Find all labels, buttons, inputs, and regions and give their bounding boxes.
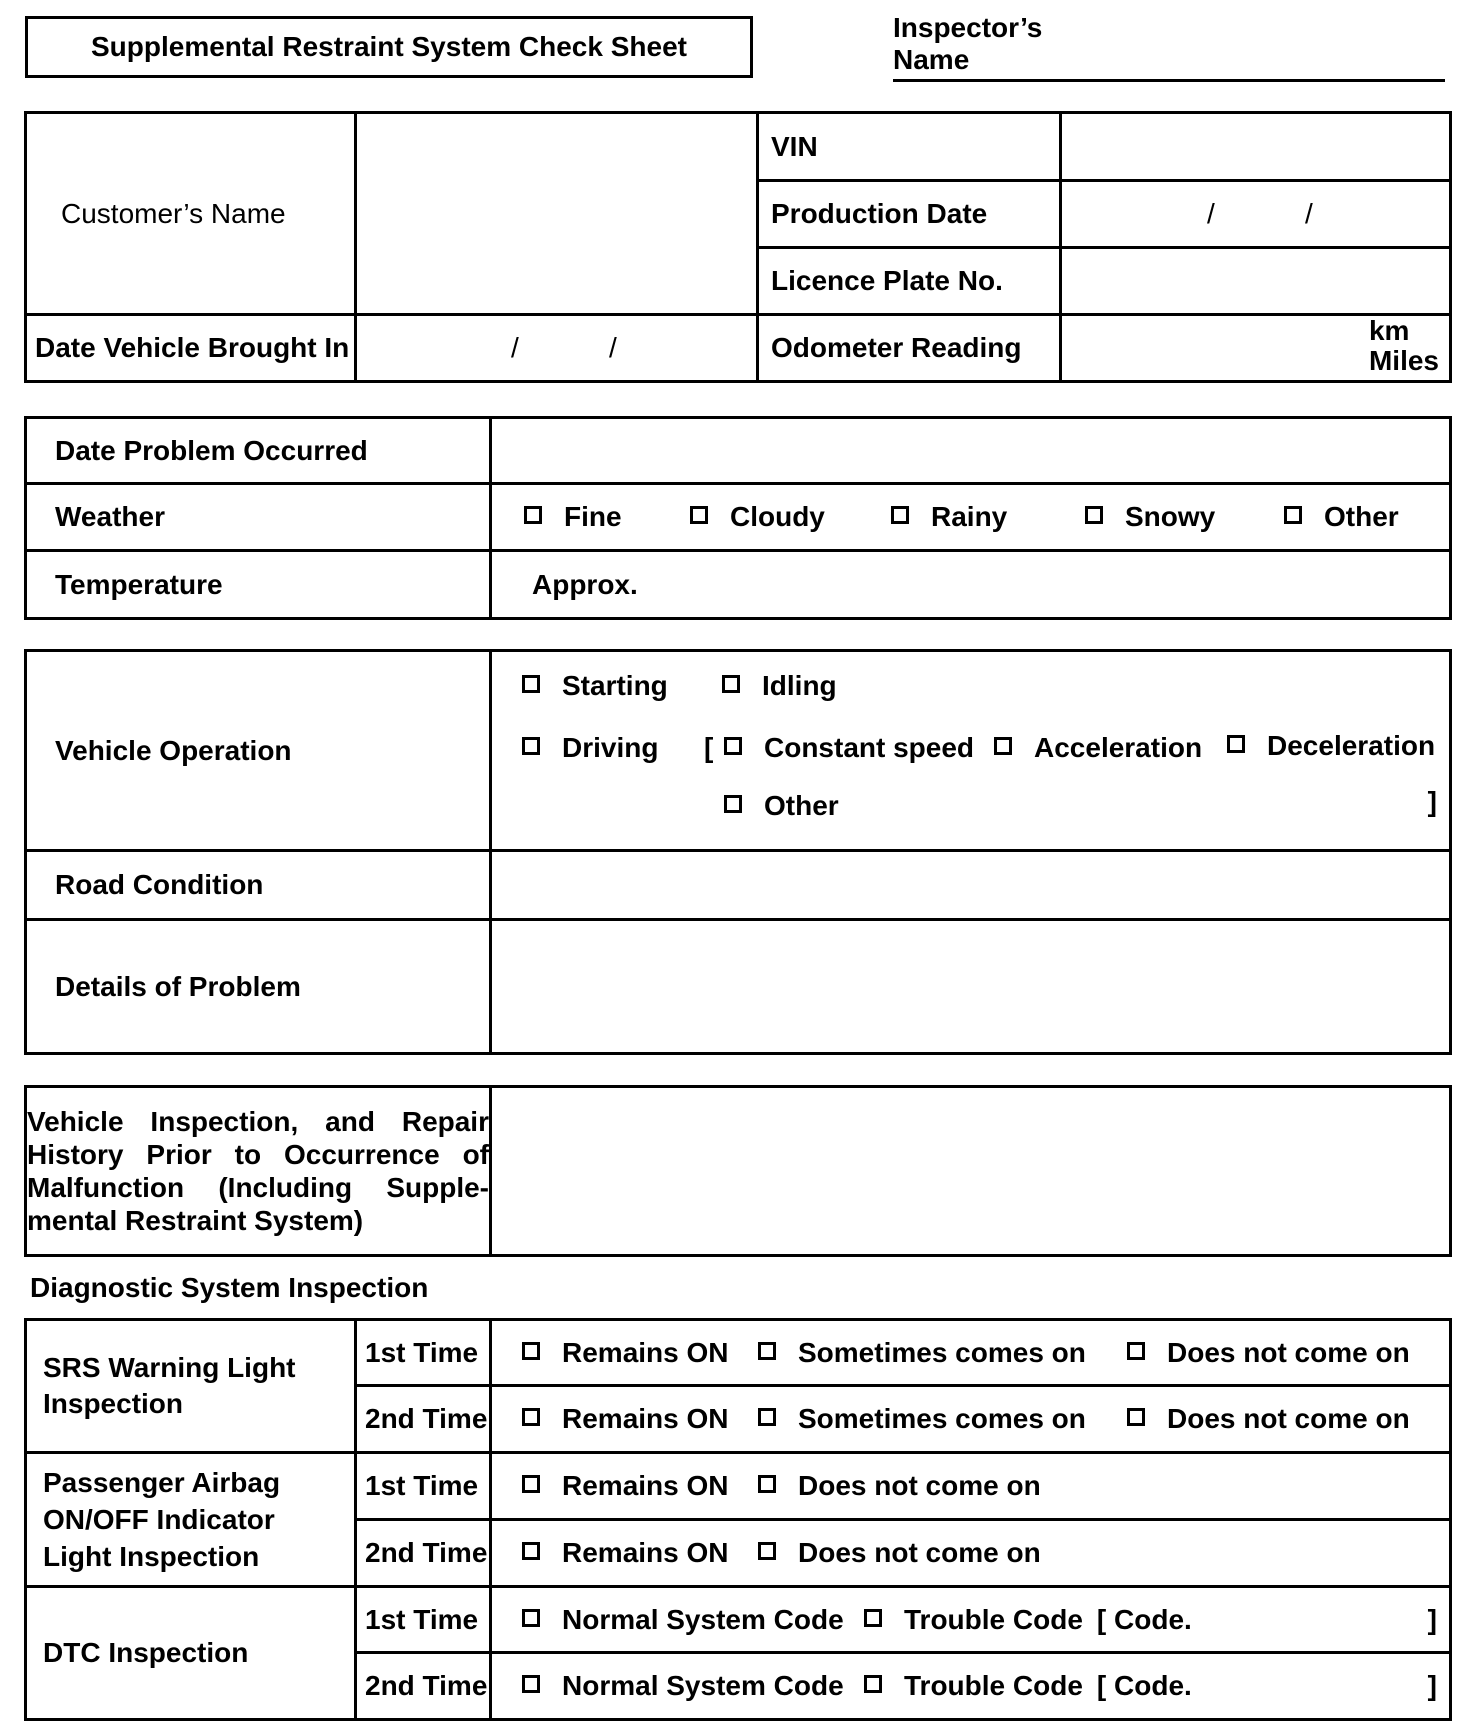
operation-other-label: Other (764, 790, 839, 821)
checkbox-icon[interactable] (722, 675, 740, 693)
srs2-does-not-come-on[interactable] (1127, 1403, 1410, 1435)
option-label: Remains ON (562, 1470, 729, 1501)
inspector-name-label (893, 12, 1042, 76)
option-label: Does not come on (798, 1537, 1041, 1568)
dtc1-code-field[interactable]: [ Code. (1096, 1603, 1192, 1635)
inspector-name-field[interactable] (893, 79, 1445, 82)
passenger-label-line2: ON/OFF Indicator (43, 1504, 275, 1535)
dtc1-trouble-code[interactable] (864, 1604, 1083, 1636)
srs-label-line2: Inspection (43, 1388, 184, 1419)
pa1-does-not-come-on[interactable] (758, 1470, 1041, 1502)
srs-second-time-label: 2nd Time (356, 1386, 491, 1453)
passenger-first-time-label: 1st Time (356, 1453, 491, 1520)
customer-name-field[interactable] (356, 113, 758, 315)
date-slash: / (1305, 198, 1313, 229)
odometer-units (1369, 316, 1439, 376)
checkbox-icon[interactable] (690, 506, 708, 524)
checkbox-icon[interactable] (522, 1408, 540, 1426)
srs2-sometimes-on[interactable] (758, 1403, 1127, 1435)
passenger-second-time-label: 2nd Time (356, 1520, 491, 1587)
option-label: Trouble Code (904, 1670, 1083, 1701)
date-slash: / (1207, 198, 1215, 229)
checkbox-icon[interactable] (1127, 1408, 1145, 1426)
date-problem-field[interactable] (491, 418, 1451, 484)
srs2-remains-on[interactable] (522, 1403, 758, 1435)
operation-starting[interactable] (522, 670, 668, 702)
weather-label: Weather (26, 484, 491, 551)
idling-label: Idling (762, 670, 837, 701)
weather-options (491, 484, 1451, 551)
temperature-label: Temperature (26, 551, 491, 619)
checkbox-icon[interactable] (522, 1609, 540, 1627)
vehicle-operation-options (491, 651, 1451, 851)
operation-deceleration[interactable] (1227, 730, 1435, 762)
weather-fine[interactable] (524, 501, 690, 533)
close-bracket: ] (1427, 1670, 1437, 1701)
weather-cloudy-label: Cloudy (730, 501, 825, 532)
form-title (25, 16, 753, 78)
checkbox-icon[interactable] (1085, 506, 1103, 524)
diagnostic-section-title: Diagnostic System Inspection (30, 1272, 429, 1303)
operation-driving[interactable] (522, 732, 658, 764)
production-date-label: Production Date (758, 181, 1061, 248)
operation-constant-speed[interactable] (724, 732, 974, 764)
checkbox-icon[interactable] (522, 737, 540, 755)
weather-cloudy[interactable] (690, 501, 891, 533)
option-label: Remains ON (562, 1336, 729, 1368)
close-bracket: ] (1427, 1603, 1437, 1635)
odometer-label: Odometer Reading (758, 315, 1061, 382)
passenger-second-time-options (491, 1520, 1451, 1587)
checkbox-icon[interactable] (1284, 506, 1302, 524)
driving-label: Driving (562, 732, 659, 763)
srs1-remains-on[interactable] (522, 1337, 758, 1369)
checkbox-icon[interactable] (1227, 735, 1245, 753)
passenger-first-time-options (491, 1453, 1451, 1520)
form-title-text: Supplemental Restraint System Check Sheet (91, 31, 687, 62)
date-problem-label: Date Problem Occurred (26, 418, 491, 484)
srs-first-time-label: 1st Time (356, 1320, 491, 1386)
dtc1-normal-code[interactable] (522, 1604, 864, 1636)
constant-speed-label: Constant speed (764, 732, 975, 763)
date-brought-in-label: Date Vehicle Brought In (26, 315, 356, 382)
option-label: Normal System Code (562, 1670, 844, 1701)
weather-rainy[interactable] (891, 501, 1085, 533)
unit-km: km (1368, 315, 1410, 346)
dtc2-trouble-code[interactable] (864, 1670, 1083, 1702)
date-brought-in-field[interactable] (356, 315, 758, 382)
weather-snowy[interactable] (1085, 501, 1284, 533)
starting-label: Starting (562, 670, 668, 701)
vin-field[interactable] (1061, 113, 1451, 181)
passenger-label-line3: Light Inspection (43, 1541, 260, 1572)
operation-table (24, 649, 1452, 1055)
dtc-second-time-options (491, 1653, 1451, 1720)
srs1-does-not-come-on[interactable] (1127, 1337, 1410, 1369)
dtc2-normal-code[interactable] (522, 1670, 864, 1702)
checkbox-icon[interactable] (522, 675, 540, 693)
inspector-label-line2: Name (893, 44, 970, 75)
checkbox-icon[interactable] (758, 1342, 776, 1360)
dtc-inspection-label: DTC Inspection (26, 1587, 356, 1720)
pa2-does-not-come-on[interactable] (758, 1537, 1041, 1569)
production-date-field[interactable] (1061, 181, 1451, 248)
operation-acceleration[interactable] (994, 732, 1202, 764)
diagnostic-table (24, 1318, 1452, 1721)
checkbox-icon[interactable] (891, 506, 909, 524)
dtc-second-time-label: 2nd Time (356, 1653, 491, 1720)
srs-label-line1: SRS Warning Light (43, 1352, 296, 1383)
deceleration-label: Deceleration (1267, 730, 1436, 761)
option-label: Does not come on (798, 1470, 1041, 1501)
checkbox-icon[interactable] (724, 737, 742, 755)
checkbox-icon[interactable] (1127, 1342, 1145, 1360)
checkbox-icon[interactable] (522, 1475, 540, 1493)
option-label: Normal System Code (562, 1603, 844, 1635)
customer-name-label: Customer’s Name (26, 113, 356, 315)
inspector-label-line1: Inspector’s (893, 12, 1043, 43)
option-label: Remains ON (562, 1537, 729, 1568)
operation-idling[interactable] (722, 670, 837, 702)
repair-history-label: Vehicle Inspection, and Repair History Prior to Occurrence of Malfunction (Including Supple-mental Restraint System) (26, 1087, 491, 1256)
dtc-first-time-options (491, 1587, 1451, 1653)
repair-history-field[interactable] (491, 1087, 1451, 1256)
road-condition-field[interactable] (491, 851, 1451, 920)
weather-fine-label: Fine (564, 501, 622, 532)
vin-label: VIN (758, 113, 1061, 181)
passenger-label-line1: Passenger Airbag (43, 1467, 281, 1498)
checkbox-icon[interactable] (864, 1609, 882, 1627)
weather-other-label: Other (1324, 501, 1399, 532)
checkbox-icon[interactable] (522, 1542, 540, 1560)
checkbox-icon[interactable] (522, 1675, 540, 1693)
srs-label (26, 1320, 356, 1453)
history-table (24, 1085, 1452, 1257)
open-bracket: [ (704, 732, 714, 763)
checkbox-icon[interactable] (994, 737, 1012, 755)
conditions-table (24, 416, 1452, 620)
licence-plate-field[interactable] (1061, 248, 1451, 315)
weather-snowy-label: Snowy (1125, 501, 1216, 532)
checkbox-icon[interactable] (522, 1342, 540, 1360)
option-label: Sometimes comes on (798, 1403, 1086, 1434)
road-condition-label: Road Condition (26, 851, 491, 920)
temperature-approx: Approx. (532, 568, 638, 600)
date-slash: / (511, 332, 519, 363)
details-field[interactable] (491, 920, 1451, 1054)
srs1-sometimes-on[interactable] (758, 1337, 1127, 1369)
odometer-field[interactable] (1061, 315, 1451, 382)
srs-second-time-options (491, 1386, 1451, 1453)
licence-plate-label: Licence Plate No. (758, 248, 1061, 315)
unit-miles: Miles (1368, 345, 1439, 376)
details-label: Details of Problem (26, 920, 491, 1054)
checkbox-icon[interactable] (724, 795, 742, 813)
vehicle-operation-label: Vehicle Operation (26, 651, 491, 851)
dtc2-code-field[interactable]: [ Code. (1096, 1670, 1192, 1701)
vehicle-info-table (24, 111, 1452, 383)
checkbox-icon[interactable] (758, 1542, 776, 1560)
temperature-field[interactable] (491, 551, 1451, 619)
checkbox-icon[interactable] (758, 1475, 776, 1493)
passenger-airbag-label (26, 1453, 356, 1587)
srs-first-time-options (491, 1320, 1451, 1386)
option-label: Does not come on (1167, 1403, 1410, 1434)
weather-other[interactable] (1284, 501, 1399, 533)
weather-rainy-label: Rainy (931, 501, 1008, 532)
date-slash: / (609, 332, 617, 363)
checkbox-icon[interactable] (864, 1675, 882, 1693)
option-label: Does not come on (1167, 1336, 1410, 1368)
checkbox-icon[interactable] (524, 506, 542, 524)
option-label: Sometimes comes on (798, 1336, 1086, 1368)
dtc-first-time-label: 1st Time (356, 1587, 491, 1653)
option-label: Remains ON (562, 1403, 729, 1434)
operation-other[interactable] (724, 790, 839, 822)
option-label: Trouble Code (904, 1603, 1083, 1635)
checkbox-icon[interactable] (758, 1408, 776, 1426)
acceleration-label: Acceleration (1034, 732, 1203, 763)
pa1-remains-on[interactable] (522, 1470, 758, 1502)
close-bracket: ] (1427, 786, 1437, 817)
pa2-remains-on[interactable] (522, 1537, 758, 1569)
